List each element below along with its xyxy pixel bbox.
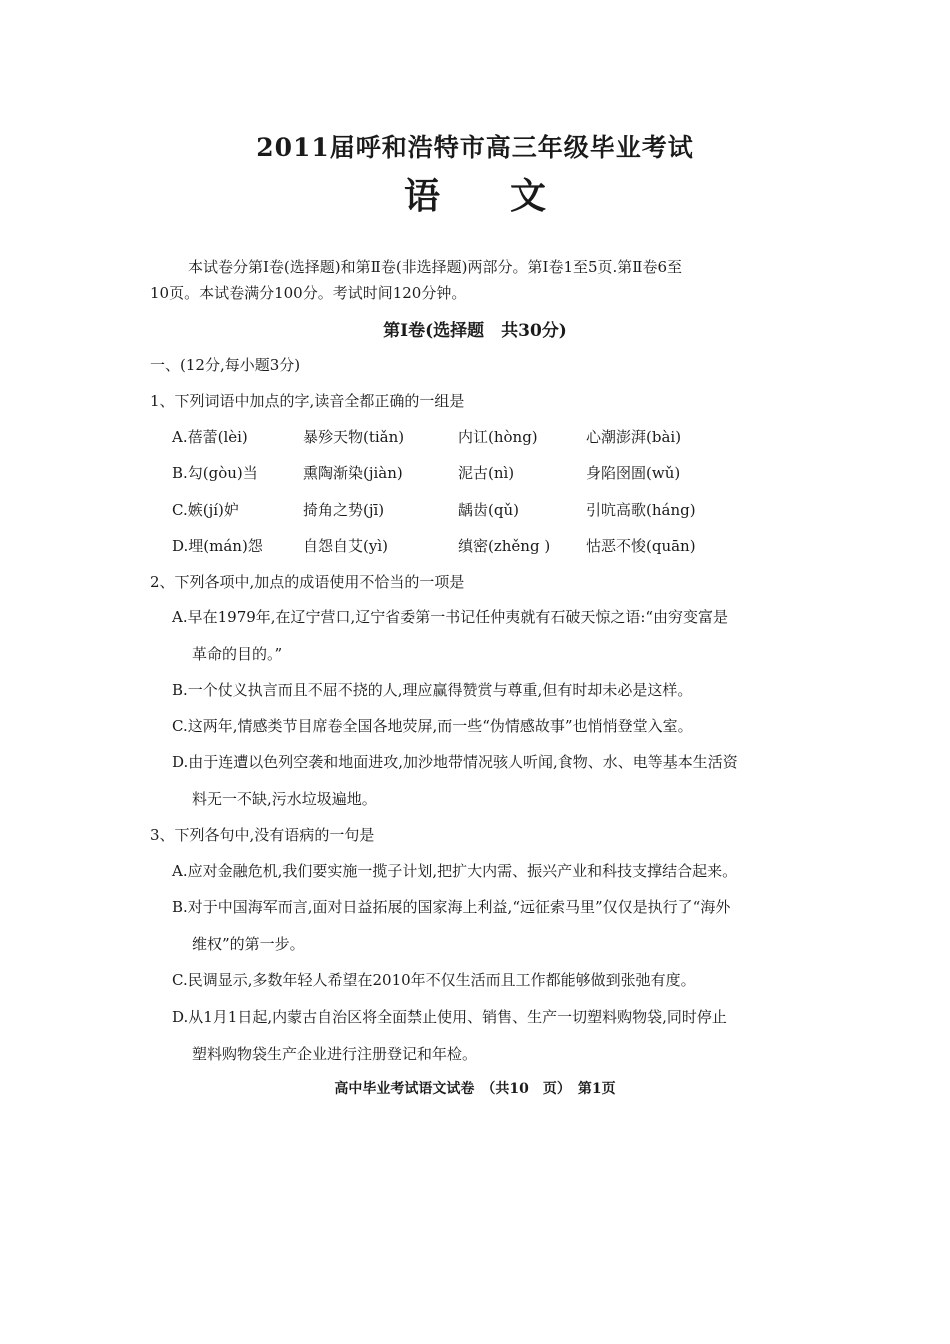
q2-option-b: B.一个仗义执言而且不屈不挠的人,理应赢得赞赏与尊重,但有时却未必是这样。	[172, 681, 693, 699]
subject-title	[0, 168, 950, 219]
q3-option-c: C.民调显示,多数年轻人希望在2010年不仅生活而且工作都能够做到张弛有度。	[172, 971, 696, 989]
q2-stem: 2、下列各项中,加点的成语使用不恰当的一项是	[150, 573, 465, 591]
q1-a-4: 心潮澎湃(bài)	[586, 428, 682, 446]
section-title: 第Ⅰ卷(选择题 共30分)	[383, 321, 567, 341]
q1-c-4: 引吭高歌(háng)	[586, 501, 696, 519]
q1-c-3: 龋齿(qǔ)	[458, 501, 519, 519]
q2-option-d-line1: D.由于连遭以色列空袭和地面进攻,加沙地带情况骇人听闻,食物、水、电等基本生活资	[172, 753, 738, 771]
part-heading: 一、(12分,每小题3分)	[150, 356, 301, 374]
q1-b-1: B.勾(gòu)当	[172, 464, 258, 482]
q1-b-4: 身陷囹圄(wǔ)	[586, 464, 681, 482]
q3-option-a: A.应对金融危机,我们要实施一揽子计划,把扩大内需、振兴产业和科技支撑结合起来。	[172, 862, 738, 880]
q1-d-3: 缜密(zhěng )	[458, 537, 551, 555]
q1-a-3: 内讧(hòng)	[458, 428, 538, 446]
q1-c-1: C.嫉(jí)妒	[172, 501, 239, 519]
q3-option-d-line2: 塑料购物袋生产企业进行注册登记和年检。	[192, 1045, 478, 1063]
q3-stem: 3、下列各句中,没有语病的一句是	[150, 826, 375, 844]
q2-option-a-line1: A.早在1979年,在辽宁营口,辽宁省委第一书记任仲夷就有石破天惊之语:“由穷变富是	[172, 608, 729, 626]
q2-option-a-line2: 革命的目的。”	[192, 645, 283, 663]
intro-line-1: 本试卷分第Ⅰ卷(选择题)和第Ⅱ卷(非选择题)两部分。第Ⅰ卷1至5页.第Ⅱ卷6至	[188, 258, 683, 276]
q1-d-2: 自怨自艾(yì)	[303, 537, 388, 555]
intro-line-2: 10页。本试卷满分100分。考试时间120分钟。	[150, 284, 467, 302]
q1-a-2: 暴殄天物(tiǎn)	[303, 428, 405, 446]
q1-b-3: 泥古(nì)	[458, 464, 515, 482]
subject-char-1: 语	[403, 175, 440, 217]
subject-char-2: 文	[510, 175, 547, 217]
q3-option-d-line1: D.从1月1日起,内蒙古自治区将全面禁止使用、销售、生产一切塑料购物袋,同时停止	[172, 1008, 727, 1026]
q2-option-d-line2: 料无一不缺,污水垃圾遍地。	[192, 790, 377, 808]
q1-d-1: D.埋(mán)怨	[172, 537, 263, 555]
q1-b-2: 熏陶渐染(jiàn)	[303, 464, 403, 482]
q3-option-b-line1: B.对于中国海军而言,面对日益拓展的国家海上利益,“远征索马里”仅仅是执行了“海外	[172, 898, 731, 916]
q1-a-1: A.蓓蕾(lèi)	[172, 428, 248, 446]
q3-option-b-line2: 维权”的第一步。	[192, 935, 305, 953]
exam-title: 2011届呼和浩特市高三年级毕业考试	[256, 133, 694, 162]
q1-d-4: 怙恶不悛(quān)	[586, 537, 696, 555]
q1-stem: 1、下列词语中加点的字,读音全都正确的一组是	[150, 392, 465, 410]
q1-c-2: 掎角之势(jī)	[303, 501, 385, 519]
page-footer: 高中毕业考试语文试卷 （共10 页） 第1页	[334, 1081, 616, 1097]
q2-option-c: C.这两年,情感类节目席卷全国各地荧屏,而一些“伪情感故事”也悄悄登堂入室。	[172, 717, 693, 735]
